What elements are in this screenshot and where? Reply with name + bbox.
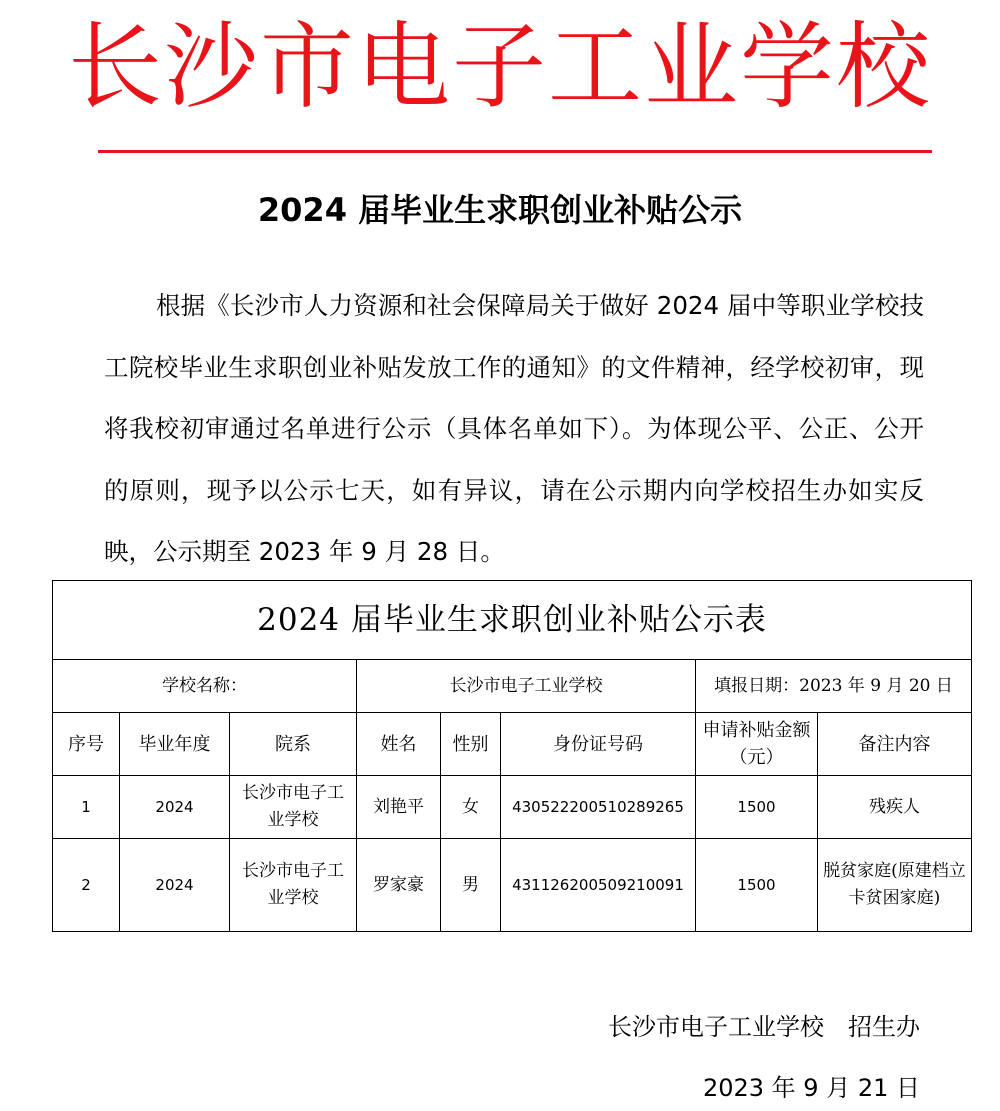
header-dept: 院系 xyxy=(230,713,357,776)
table-row xyxy=(53,776,972,839)
header-year: 毕业年度 xyxy=(120,713,230,776)
document-title: 2024 届毕业生求职创业补贴公示 xyxy=(257,191,743,229)
table-title: 2024 届毕业生求职创业补贴公示表 xyxy=(53,581,972,660)
table-row xyxy=(53,839,972,932)
cell-dept: 长沙市电子工业学校 xyxy=(230,776,357,839)
fill-date: 填报日期：2023 年 9 月 20 日 xyxy=(696,660,972,713)
subsidy-table xyxy=(52,580,972,932)
signature-org: 长沙市电子工业学校 招生办 xyxy=(608,1013,920,1041)
cell-name: 刘艳平 xyxy=(357,776,441,839)
school-name-value: 长沙市电子工业学校 xyxy=(357,660,696,713)
letterhead-divider xyxy=(98,150,932,153)
school-name-label: 学校名称： xyxy=(53,660,357,713)
notice-body-paragraph: 根据《长沙市人力资源和社会保障局关于做好 2024 届中等职业学校技工院校毕业生求职创业补贴发放工作的通知》的文件精神，经学校初审，现将我校初审通过名单进行公示（具体名单如下）。为体现公平、公正、公开的原则，现予以公示七天，如有异议，请在公示期内向学校招生办如实反映，公示期至 2023 年 9 月 28 日。 xyxy=(104,291,924,566)
letterhead-school-name: 长沙市电子工业学校 xyxy=(67,13,932,122)
header-no: 序号 xyxy=(53,713,120,776)
cell-gender: 男 xyxy=(441,839,501,932)
cell-year: 2024 xyxy=(120,839,230,932)
cell-dept: 长沙市电子工业学校 xyxy=(230,839,357,932)
cell-name: 罗家豪 xyxy=(357,839,441,932)
cell-amount: 1500 xyxy=(696,839,818,932)
cell-id: 430522200510289265 xyxy=(501,776,696,839)
cell-no: 2 xyxy=(53,839,120,932)
signature-date: 2023 年 9 月 21 日 xyxy=(702,1074,920,1102)
cell-remark: 脱贫家庭(原建档立卡贫困家庭) xyxy=(818,839,972,932)
cell-id: 431126200509210091 xyxy=(501,839,696,932)
header-gender: 性别 xyxy=(441,713,501,776)
header-remark: 备注内容 xyxy=(818,713,972,776)
cell-gender: 女 xyxy=(441,776,501,839)
cell-no: 1 xyxy=(53,776,120,839)
header-amount: 申请补贴金额（元） xyxy=(696,713,818,776)
cell-year: 2024 xyxy=(120,776,230,839)
header-name: 姓名 xyxy=(357,713,441,776)
table-header-row xyxy=(53,713,972,776)
cell-remark: 残疾人 xyxy=(818,776,972,839)
header-id: 身份证号码 xyxy=(501,713,696,776)
cell-amount: 1500 xyxy=(696,776,818,839)
